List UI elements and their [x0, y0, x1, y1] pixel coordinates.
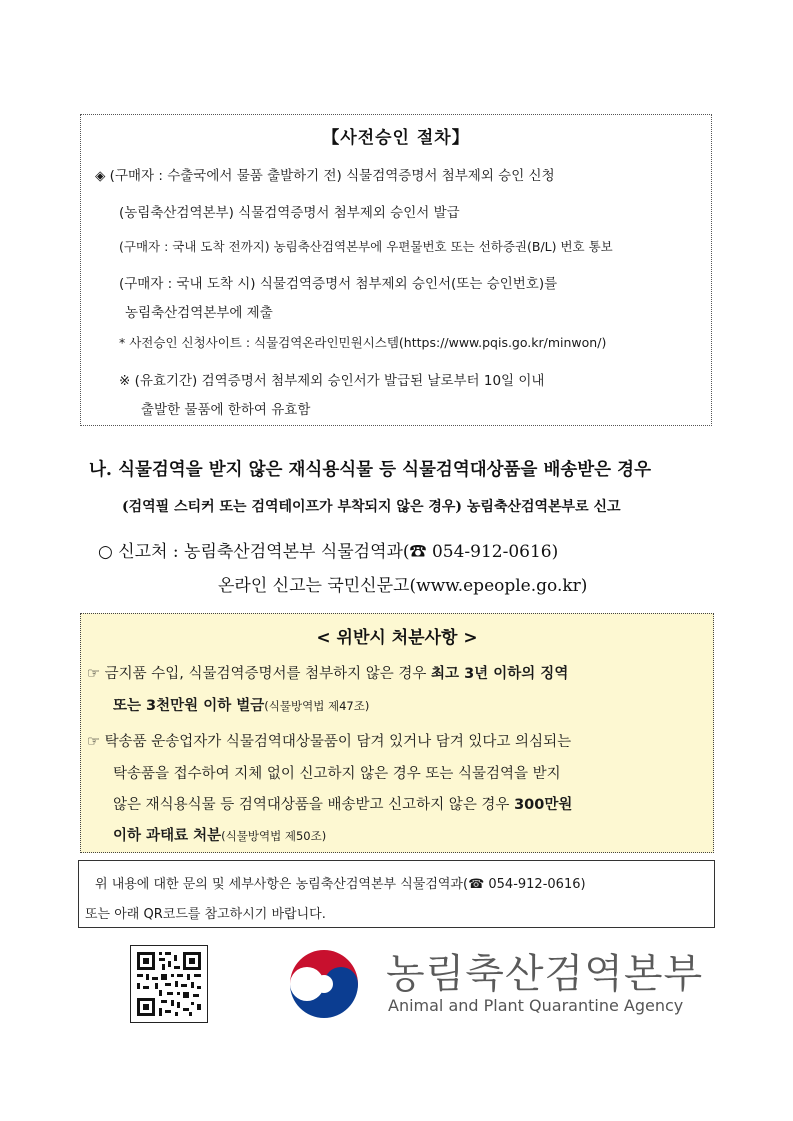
prior-approval-box [80, 114, 712, 426]
penalties-title: < 위반시 처분사항 > [316, 628, 478, 648]
prior-approval-title: 【사전승인 절차】 [322, 128, 470, 148]
approval-step-4-line2: 농림축산검역본부에 제출 [125, 305, 273, 321]
penalty-item-1-text: ☞ 금지품 수입, 식물검역증명서를 첨부하지 않은 경우 [87, 666, 432, 682]
approval-step-1: ◈ (구매자 : 수출국에서 물품 출발하기 전) 식물검역증명서 첨부제외 승인 신청 [95, 168, 555, 184]
approval-step-4-line1: (구매자 : 국내 도착 시) 식물검역증명서 첨부제외 승인서(또는 승인번호)를 [119, 276, 558, 292]
section-subheading: (검역필 스티커 또는 검역테이프가 부착되지 않은 경우) 농림축산검역본부로 신고 [122, 499, 621, 515]
penalty-item-1-law: (식물방역법 제47조) [264, 699, 370, 713]
inquiry-box [78, 860, 715, 928]
penalty-item-1-bold: 최고 3년 이하의 징역 [431, 666, 569, 682]
agency-logo-icon [284, 944, 364, 1024]
penalty-item-2-law: (식물방역법 제50조) [221, 829, 327, 843]
penalty-item-2-text: 않은 재식용식물 등 검역대상품을 배송받고 신고하지 않은 경우 [113, 797, 515, 813]
penalty-item-1-line2 [113, 694, 369, 715]
qr-code-icon[interactable] [130, 945, 208, 1023]
inquiry-line2: 또는 아래 QR코드를 참고하시기 바랍니다. [85, 907, 326, 922]
penalty-item-1-line1 [87, 662, 568, 683]
approval-site-note: * 사전승인 신청사이트 : 식물검역온라인민원시스템(https://www.pqis.go.kr/minwon/) [119, 335, 607, 350]
validity-note-line2: 출발한 물품에 한하여 유효함 [141, 402, 311, 418]
validity-note-line1: ※ (유효기간) 검역증명서 첨부제외 승인서가 발급된 날로부터 10일 이내 [119, 373, 545, 389]
penalty-item-2-amount: 300만원 [514, 797, 573, 813]
penalty-item-2-line4 [113, 824, 326, 845]
penalty-item-2-fine: 이하 과태료 처분 [113, 828, 222, 844]
approval-step-3: (구매자 : 국내 도착 전까지) 농림축산검역본부에 우편물번호 또는 선하증권(B/L) 번호 통보 [119, 239, 613, 254]
penalty-item-2-line3 [113, 793, 572, 814]
approval-step-2: (농림축산검역본부) 식물검역증명서 첨부제외 승인서 발급 [119, 205, 460, 221]
penalty-item-1-fine: 또는 3천만원 이하 벌금 [113, 698, 265, 714]
penalties-box [80, 613, 714, 853]
inquiry-line1: 위 내용에 대한 문의 및 세부사항은 농림축산검역본부 식물검역과(☎ 054-912-0616) [95, 877, 586, 892]
agency-name-korean: 농림축산검역본부 [386, 951, 704, 997]
penalty-item-2-line2: 탁송품을 접수하여 지체 없이 신고하지 않은 경우 또는 식물검역을 받지 [113, 766, 561, 782]
online-report: 온라인 신고는 국민신문고(www.epeople.go.kr) [218, 576, 588, 596]
agency-name-english: Animal and Plant Quarantine Agency [388, 996, 684, 1015]
report-contact: ○ 신고처 : 농림축산검역본부 식물검역과(☎ 054-912-0616) [98, 542, 559, 562]
penalty-item-2-line1: ☞ 탁송품 운송업자가 식물검역대상물품이 담겨 있거나 담겨 있다고 의심되는 [87, 734, 572, 750]
section-heading: 나. 식물검역을 받지 않은 재식용식물 등 식물검역대상품을 배송받은 경우 [89, 460, 651, 480]
